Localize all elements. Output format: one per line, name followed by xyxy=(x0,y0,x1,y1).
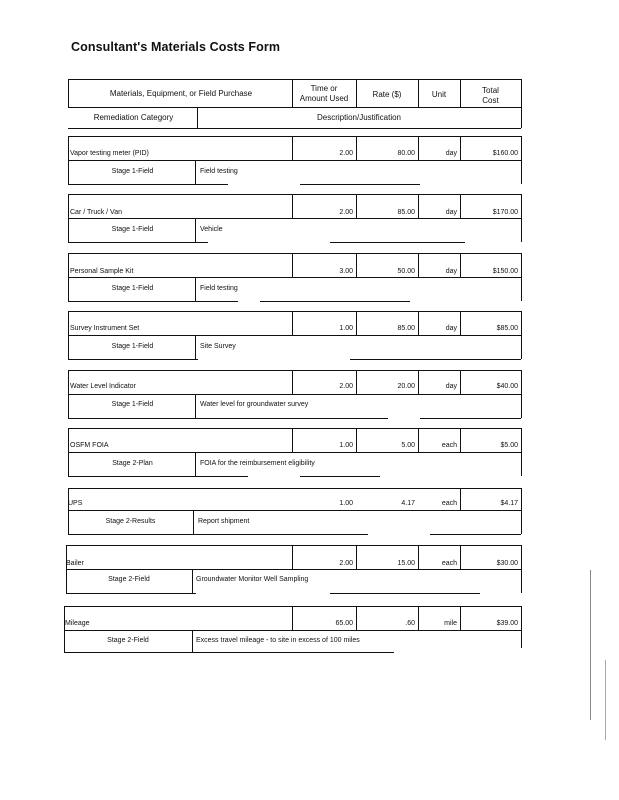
entry-item: Survey Instrument Set xyxy=(70,325,140,332)
entry-amount: 65.00 xyxy=(335,620,353,627)
entry-unit: day xyxy=(445,268,457,275)
entry-description: Site Survey xyxy=(200,343,236,350)
entry-right-border xyxy=(521,370,522,418)
entry-left-border-2 xyxy=(68,218,69,242)
entry-row xyxy=(0,194,619,246)
entry-total: $40.00 xyxy=(496,383,518,390)
entry-total: $4.17 xyxy=(500,500,518,507)
header-bottom-line xyxy=(68,128,521,129)
entry-top-line xyxy=(68,488,521,489)
entry-category: Stage 2-Plan xyxy=(112,460,153,467)
entry-amount: 1.00 xyxy=(339,325,353,332)
entry-mid-line xyxy=(68,335,521,336)
entry-top-line xyxy=(68,194,521,195)
entry-divider-category xyxy=(195,160,196,184)
entry-divider-category xyxy=(195,335,196,359)
entry-category: Stage 2-Field xyxy=(107,637,149,644)
header-right-border xyxy=(521,79,522,128)
entry-divider-category xyxy=(193,510,194,534)
entry-rate: 85.00 xyxy=(397,325,415,332)
entry-divider-category xyxy=(192,630,193,652)
entry-bottom-line xyxy=(68,242,208,243)
entry-left-border-2 xyxy=(68,277,69,301)
entry-amount: 3.00 xyxy=(339,268,353,275)
entry-right-border xyxy=(521,545,522,593)
entry-right-border xyxy=(521,606,522,648)
entry-amount: 1.00 xyxy=(339,442,353,449)
entry-description: Excess travel mileage - to site in excess of 100 miles xyxy=(196,637,360,644)
entry-item: Personal Sample Kit xyxy=(70,268,134,275)
entry-bottom-line xyxy=(68,359,198,360)
entry-description: FOIA for the reimbursement eligibility xyxy=(200,460,315,467)
entry-divider-category xyxy=(195,452,196,476)
entry-divider-category xyxy=(195,218,196,242)
entry-category: Stage 1-Field xyxy=(111,401,154,408)
entry-item: OSFM FOIA xyxy=(70,442,109,449)
header-top-line xyxy=(68,79,521,80)
entry-description: Field testing xyxy=(200,285,238,292)
entry-amount: 2.00 xyxy=(339,150,353,157)
form-title: Consultant's Materials Costs Form xyxy=(71,40,281,54)
entry-left-border-2 xyxy=(68,394,69,418)
header-mid-line xyxy=(68,107,521,108)
entry-category: Stage 1-Field xyxy=(111,226,154,233)
entry-bottom-line-2 xyxy=(300,476,380,477)
header-left-border xyxy=(68,79,69,107)
entry-amount: 2.00 xyxy=(339,383,353,390)
entry-mid-line xyxy=(68,452,521,453)
entry-top-line xyxy=(68,311,521,312)
entry-bottom-line-2 xyxy=(330,593,480,594)
entry-mid-line xyxy=(68,218,521,219)
entry-right-border xyxy=(521,253,522,301)
entry-amount: 2.00 xyxy=(339,209,353,216)
entry-amount: 2.00 xyxy=(339,560,353,567)
entry-top-line xyxy=(66,545,521,546)
scan-margin-line xyxy=(590,570,591,720)
materials-header: Materials, Equipment, or Field Purchase xyxy=(109,89,253,98)
entry-mid-line xyxy=(64,630,521,631)
entry-item: Bailer xyxy=(66,560,84,567)
entry-mid-line xyxy=(68,160,521,161)
total-header-line1: Total xyxy=(482,86,499,95)
entry-left-border-2 xyxy=(68,160,69,184)
entry-rate: 85.00 xyxy=(397,209,415,216)
entry-bottom-line xyxy=(68,184,228,185)
entry-category: Stage 2-Field xyxy=(108,576,150,583)
entry-total: $5.00 xyxy=(500,442,518,449)
entry-bottom-line xyxy=(64,652,394,653)
entry-left-border xyxy=(68,311,69,335)
entry-total: $170.00 xyxy=(492,209,518,216)
entry-mid-line xyxy=(68,510,521,511)
entry-rate: 80.00 xyxy=(397,150,415,157)
total-header-line2: Cost xyxy=(482,96,499,105)
entry-bottom-line xyxy=(68,476,248,477)
entry-bottom-line-2 xyxy=(430,534,521,535)
entry-row xyxy=(0,370,619,422)
entry-row xyxy=(0,428,619,480)
entry-description: Report shipment xyxy=(198,518,250,525)
entry-bottom-line-2 xyxy=(350,359,521,360)
entry-bottom-line xyxy=(68,301,238,302)
time-header-line1: Time or xyxy=(310,84,338,93)
entry-unit: day xyxy=(445,383,457,390)
entry-item: UPS xyxy=(68,500,83,507)
entry-bottom-line xyxy=(68,418,388,419)
entry-left-border xyxy=(68,194,69,218)
entry-bottom-line-2 xyxy=(330,242,465,243)
entry-left-border-2 xyxy=(68,452,69,476)
entry-row xyxy=(0,545,619,597)
entry-category: Stage 1-Field xyxy=(111,343,154,350)
entry-left-border xyxy=(68,136,69,160)
entry-right-border xyxy=(521,136,522,184)
entry-rate: 15.00 xyxy=(397,560,415,567)
entry-total: $160.00 xyxy=(492,150,518,157)
entry-divider-category xyxy=(192,569,193,593)
entry-rate: 4.17 xyxy=(401,500,415,507)
entry-row xyxy=(0,136,619,188)
entry-description: Field testing xyxy=(200,168,238,175)
entry-unit: day xyxy=(445,325,457,332)
entry-total: $150.00 xyxy=(492,268,518,275)
entry-left-border xyxy=(68,370,69,394)
rate-header: Rate ($) xyxy=(372,90,402,99)
time-header-line2: Amount Used xyxy=(299,94,349,103)
entry-bottom-line xyxy=(66,593,196,594)
entry-unit: each xyxy=(441,560,457,567)
entry-top-line xyxy=(68,136,521,137)
entry-description: Water level for groundwater survey xyxy=(200,401,309,408)
entry-bottom-line-2 xyxy=(300,184,420,185)
entry-unit: day xyxy=(445,209,457,216)
entry-bottom-line xyxy=(68,534,368,535)
entry-item: Water Level Indicator xyxy=(70,383,136,390)
entry-item: Vapor testing meter (PID) xyxy=(70,150,149,157)
entry-description: Groundwater Monitor Well Sampling xyxy=(196,576,309,583)
entry-mid-line xyxy=(68,394,521,395)
entry-unit: each xyxy=(441,500,457,507)
entry-item: Mileage xyxy=(65,620,90,627)
entry-rate: 50.00 xyxy=(397,268,415,275)
entry-row xyxy=(0,606,619,658)
entry-bottom-line-2 xyxy=(260,301,410,302)
unit-header: Unit xyxy=(431,90,447,99)
entry-left-border xyxy=(68,428,69,452)
entry-unit: day xyxy=(445,150,457,157)
entry-category: Stage 1-Field xyxy=(111,285,154,292)
entry-total: $85.00 xyxy=(496,325,518,332)
entry-bottom-line-2 xyxy=(420,418,521,419)
entry-rate: .60 xyxy=(405,620,415,627)
entry-category: Stage 1-Field xyxy=(111,168,154,175)
entry-left-border-2 xyxy=(68,335,69,359)
entry-total: $30.00 xyxy=(496,560,518,567)
entry-item: Car / Truck / Van xyxy=(70,209,122,216)
entry-rate: 20.00 xyxy=(397,383,415,390)
entry-description: Vehicle xyxy=(200,226,223,233)
entry-left-border xyxy=(68,253,69,277)
entry-rate: 5.00 xyxy=(401,442,415,449)
entry-top-line xyxy=(68,253,521,254)
entry-row xyxy=(0,311,619,363)
entry-divider-category xyxy=(195,277,196,301)
entry-mid-line xyxy=(66,569,521,570)
entry-mid-line xyxy=(68,277,521,278)
entry-total: $39.00 xyxy=(496,620,518,627)
entry-top-line xyxy=(68,370,521,371)
category-header: Remediation Category xyxy=(93,113,174,122)
entry-right-border xyxy=(521,428,522,476)
description-header: Description/Justification xyxy=(316,113,402,122)
entry-amount: 1.00 xyxy=(339,500,353,507)
entry-divider-category xyxy=(195,394,196,418)
entry-unit: each xyxy=(441,442,457,449)
entry-category: Stage 2-Results xyxy=(105,518,156,525)
entry-right-border xyxy=(521,311,522,359)
entry-row xyxy=(0,488,619,540)
entry-right-border xyxy=(521,488,522,534)
entry-row xyxy=(0,253,619,305)
entry-top-line xyxy=(68,428,521,429)
scan-margin-line-2 xyxy=(605,660,606,740)
entry-right-border xyxy=(521,194,522,242)
entry-unit: mile xyxy=(444,620,457,627)
